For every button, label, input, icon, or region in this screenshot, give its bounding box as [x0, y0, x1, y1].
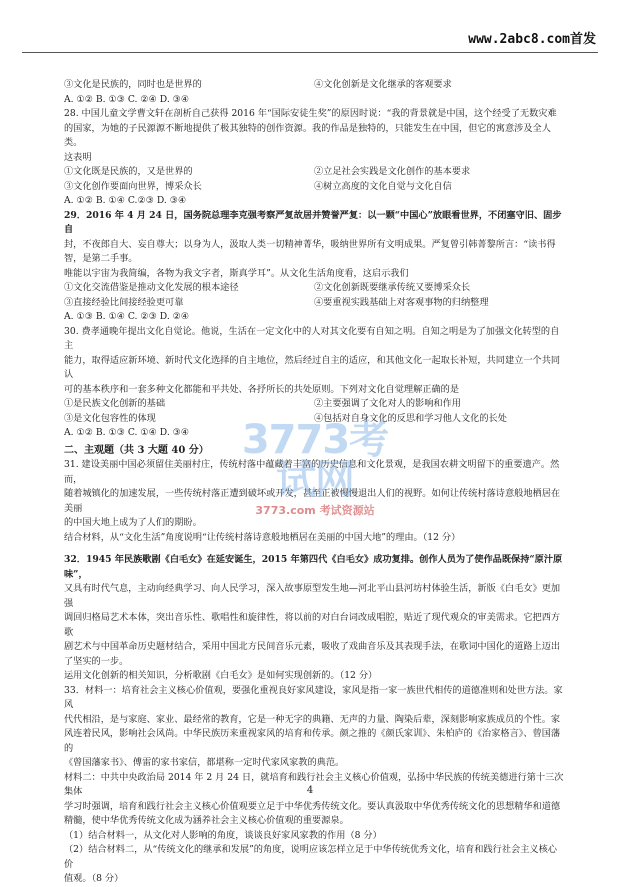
option-line: ②文化创新既要继承传统又要博采众长	[314, 282, 471, 293]
answer-choices: A. ①② B. ①④ C.②③ D. ③④	[64, 195, 187, 206]
question-text: 可的基本秩序和一套多种文化都能和平共处、各抒所长的共处原则。下列对文化自觉理解正确的是	[64, 383, 460, 395]
question-text: 封，不夜郎自大、妄自尊大；以身为人，汲取人类一切精神菁华，吸纳世界所有文明成果。严复曾引韩菁黎所言：“读书得智，是第二手事。	[64, 238, 556, 264]
question-text: 这表明	[64, 151, 92, 163]
answer-choices: A. ①② B. ①③ C. ②④ D. ③④	[64, 93, 190, 105]
question-text: 又具有时代气息，主动向经典学习、向人民学习，深入故事原型发生地—河北平山县河坊村体验生活，新版《白毛女》更加强	[64, 583, 561, 609]
header-rule	[22, 52, 598, 53]
question-text: 剧艺术与中国革命历史题材结合，采用中国北方民间音乐元素，吸收了戏曲音乐及其表现手法，在歌词中国化的道路上迈出	[64, 641, 561, 652]
option-line: ①文化交流借鉴是推动文化发展的根本途径	[64, 282, 239, 293]
exam-content	[64, 78, 564, 887]
option-line: ③文化是民族的，同时也是世界的	[64, 79, 202, 90]
page-number: 4	[306, 785, 314, 796]
q27-options	[64, 78, 564, 93]
question-prompt: （2）结合材料二，从“传统文化的继承和发展”的角度，说明应该怎样立足于中华传统优秀文化，培育和践行社会主义核心价	[64, 844, 557, 870]
watermark-title: 3773考试网	[241, 417, 389, 503]
option-line: ④包括对自身文化的反思和学习他人文化的长处	[314, 412, 507, 424]
question-text: 33．材料一：培育社会主义核心价值观，要强化重视良好家风建设，家风是指一家一族世代相传的道德准则和处世方法。家风	[64, 684, 563, 710]
question-text: 代代相沿，是与家庭、家业、最经常的教育，它是一种无字的典籍、无声的力量、陶染后辈，深刻影响家族成员的个性。家	[64, 713, 561, 725]
question-prompt: 结合材料，从“文化生活”角度说明“让传统村落诗意般地栖居在美丽的中国大地”的理由。（12 分）	[64, 531, 461, 543]
question-text: 材料二：中共中央政治局 2014 年 2 月 24 日，就培育和践行社会主义核心价值观，弘扬中华民族的传统美德进行第十三次集体	[64, 771, 564, 797]
option-line: ②立足社会实践是文化创作的基本要求	[314, 166, 471, 177]
question-text: 学习时强调，培育和践行社会主义核心价值观要立足于中华优秀传统文化。要认真汲取中华优秀传统文化的思想精华和道德	[64, 800, 561, 812]
option-line: ③直接经验比间接经验更可靠	[64, 296, 184, 308]
question-text: 唯能以宇宙为我简编，各物为我文字者，斯真学耳”。从文化生活角度看，这启示我们	[64, 267, 409, 279]
option-line: ④树立高度的文化自觉与文化自信	[314, 180, 452, 192]
question-text: 了坚实的一步。	[64, 655, 129, 667]
question-prompt: 运用文化创新的相关知识，分析歌剧《白毛女》是如何实现创新的。（12 分）	[64, 670, 378, 681]
option-line: ③文化创作要面向世界，博采众长	[64, 180, 202, 192]
q28-options-row2	[64, 180, 564, 195]
option-line: ①是民族文化创新的基础	[64, 398, 166, 409]
question-text: 风连着民风，影响社会风尚。中华民族历来重视家风的培育和传承。颜之推的《颜氏家训》、朱柏庐的《治家格言》、曾国藩的	[64, 728, 561, 754]
question-prompt: （1）结合材料一，从文化对人影响的角度，谈谈良好家风家教的作用（8 分）	[64, 829, 382, 841]
question-prompt: 值观。（8 分）	[64, 873, 124, 884]
question-text: 调回归格局艺术本体，突出音乐性、歌唱性和旋律性，将以前的对白台词改成唱腔，贴近了现代观众的审美需求。它把西方歌	[64, 612, 561, 638]
question-text: 的中国大地上成为了人们的期盼。	[64, 517, 202, 528]
question-text: 28. 中国儿童文学曹文轩在剖析自己获得 2016 年“国际安徒生奖”的原因时说：“我的背景就是中国，这个经受了无数灾难	[64, 108, 557, 119]
question-text: 能力，取得适应新环境、新时代文化选择的自主地位，然后经过自主的适应，和其他文化一起取长补短，共同建立一个共同认	[64, 354, 561, 380]
q30-options-row2	[64, 412, 564, 427]
question-text: 29．2016 年 4 月 24 日，国务院总理李克强考察严复故居并赞誉严复：以一颗“中国心”放眼看世界，不闭塞守旧、固步自	[64, 209, 562, 235]
option-line: ③是文化包容性的体现	[64, 412, 156, 424]
question-text: 的国家，为她的子民源源不断地提供了极其独特的创作资源。我的作品是独特的，只能发生在中国，但它的寓意涉及全人类。	[64, 122, 551, 148]
option-line: ④要重视实践基础上对客观事物的归纳整理	[314, 296, 489, 308]
question-text: 30. 费孝通晚年提出文化自觉论。他说，生活在一定文化中的人对其文化要有自知之明。自知之明是为了加强文化转型的自主	[64, 325, 560, 351]
q28-options-row1	[64, 165, 564, 180]
question-text: 随着城镇化的加速发展，一些传统村落正遭到破坏或开发，甚至正被慢慢退出人们的视野。如何让传统村落诗意般地栖居在美丽	[64, 488, 561, 514]
q30-options-row1	[64, 397, 564, 412]
question-text: 《曾国藩家书》、傅雷的家书家信，都堪称一定时代家风家教的典范。	[64, 757, 345, 768]
watermark-subtitle: 3773.com 考试资源站	[255, 504, 375, 517]
section-heading: 二、主观题（共 3 大题 40 分）	[64, 444, 209, 456]
question-text: 精髓，使中华优秀传统文化成为涵养社会主义核心价值观的重要源泉。	[64, 815, 349, 826]
option-line: ①文化既是民族的，又是世界的	[64, 166, 193, 177]
answer-choices: A. ①③ B. ①④ C. ②③ D. ②④	[64, 311, 190, 322]
q29-options-row2	[64, 296, 564, 311]
q29-options-row1	[64, 281, 564, 296]
option-line: ④文化创新是文化继承的客观要求	[314, 79, 452, 90]
question-text: 32．1945 年民族歌剧《白毛女》在延安诞生，2015 年第四代《白毛女》成功复排。创作人员为了使作品既保持“原汁原味”，	[64, 554, 563, 580]
site-header: www.2abc8.com首发	[468, 32, 596, 47]
answer-choices: A. ①② B. ①③ C. ①④ D. ③④	[64, 427, 190, 438]
question-text: 31. 建设美丽中国必须留住美丽村庄，传统村落中蕴藏着丰富的历史信息和文化景观，是我国农耕文明留下的重要遗产。然而，	[64, 459, 560, 485]
option-line: ②主要强调了文化对人的影响和作用	[314, 398, 461, 409]
